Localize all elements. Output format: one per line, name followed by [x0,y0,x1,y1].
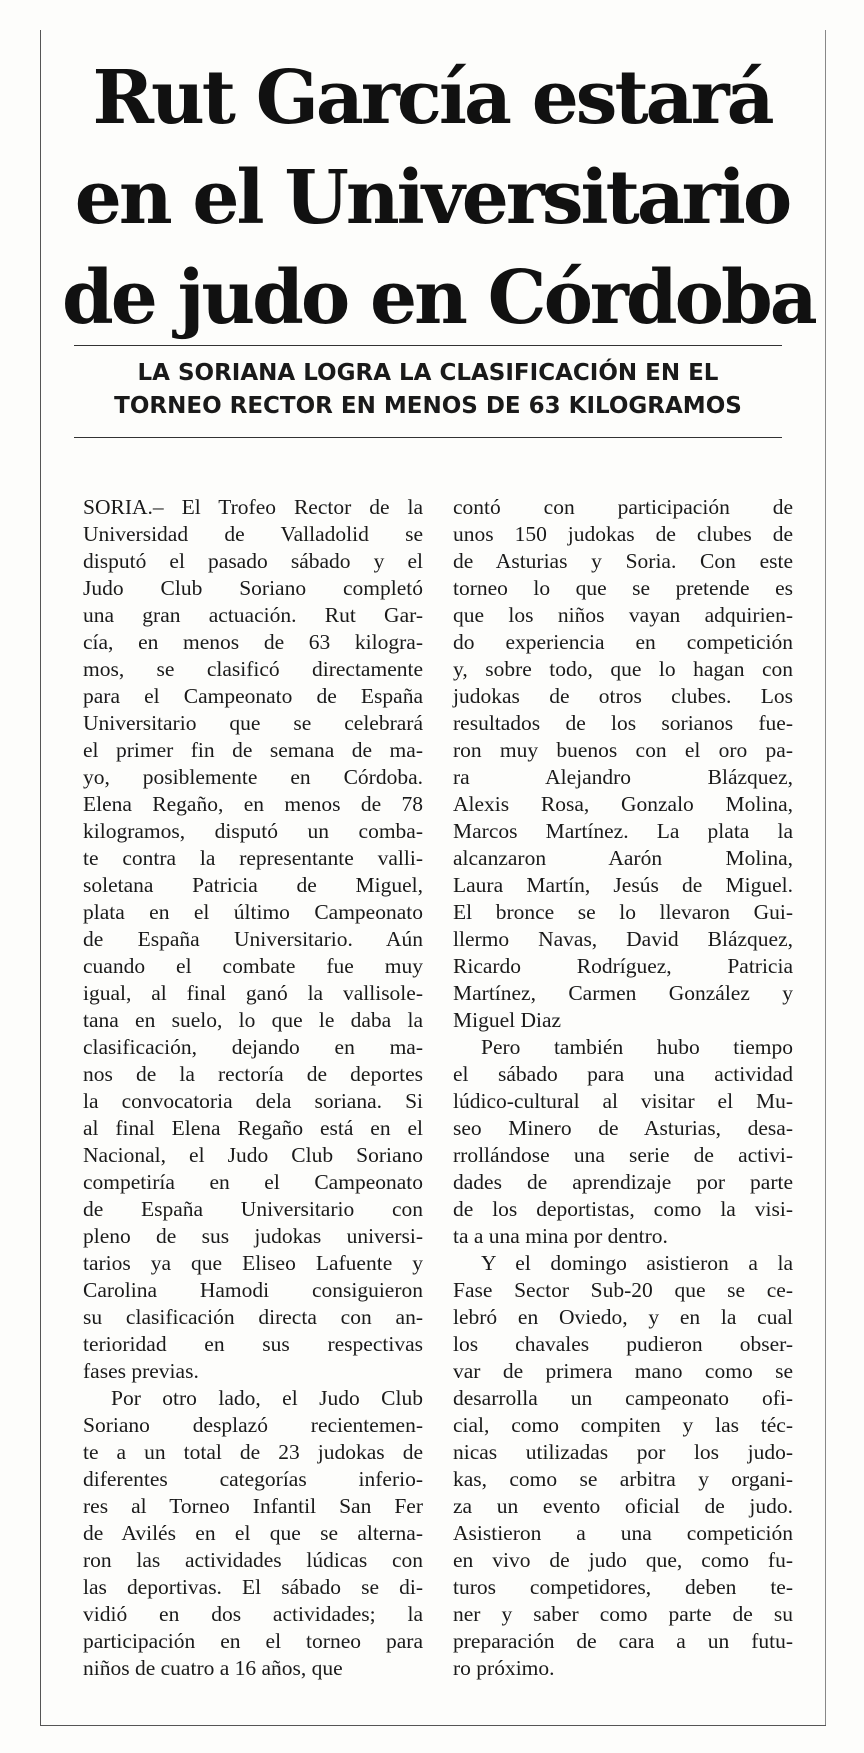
headline-line: Rut García estará [92,55,772,141]
body-text-line: en vivo de judo que, como fu- [453,1548,793,1572]
body-text-line: Por otro lado, el Judo Club [111,1386,423,1410]
body-text-line: cuando el combate fue muy [83,954,423,978]
body-text-line: cial, como compiten y las téc- [453,1413,793,1437]
body-text-line: de los deportistas, como la visi- [453,1197,793,1221]
body-text-line: ta a una mina por dentro. [453,1224,668,1248]
body-text-line: te contra la representante valli- [83,846,423,870]
body-text-line: cía, en menos de 63 kilogra- [83,630,423,654]
body-text-line: seo Minero de Asturias, desa- [453,1116,793,1140]
body-text-line: Judo Club Soriano completó [83,576,423,600]
body-text-line: soletana Patricia de Miguel, [83,873,423,897]
body-text-line: torneo lo que se pretende es [453,576,793,600]
body-text-line: var de primera mano como se [453,1359,793,1383]
body-text-line: una gran actuación. Rut Gar- [83,603,423,627]
body-text-line: Fase Sector Sub-20 que se ce- [453,1278,793,1302]
subheadline [74,357,782,423]
body-text-line: la convocatoria dela soriana. Si [83,1089,423,1113]
body-text-line: de España Universitario. Aún [83,927,423,951]
bottom-border-rule [40,1725,826,1726]
body-text-line: yo, posiblemente en Córdoba. [83,765,423,789]
body-text-line: diferentes categorías inferio- [83,1467,423,1491]
body-text-line: tana en suelo, lo que le daba la [83,1008,423,1032]
body-text-line: ner y saber como parte de su [453,1602,793,1626]
body-text-line: unos 150 judokas de clubes de [453,522,793,546]
body-text-line: disputó el pasado sábado y el [83,549,423,573]
right-border-rule [825,30,826,1725]
body-text-line: lúdico-cultural al visitar el Mu- [453,1089,793,1113]
body-text-line: Carolina Hamodi consiguieron [83,1278,423,1302]
body-text-line: competiría en el Campeonato [83,1170,423,1194]
body-text-line: de Avilés en el que se alterna- [83,1521,423,1545]
headline-line: de judo en Córdoba [62,255,815,341]
body-text-line: Marcos Martínez. La plata la [453,819,793,843]
subhead-bottom-rule [74,437,782,438]
body-text-line: de Asturias y Soria. Con este [453,549,793,573]
subhead-top-rule [74,345,782,346]
body-text-line: su clasificación directa con an- [83,1305,423,1329]
body-text-line: judokas de otros clubes. Los [453,684,793,708]
headline [62,48,815,348]
body-text-line: kas, como se arbitra y organi- [453,1467,793,1491]
body-text-line: te a un total de 23 judokas de [83,1440,423,1464]
body-text-line: al final Elena Regaño está en el [83,1116,423,1140]
body-text-line: de España Universitario con [83,1197,423,1221]
body-text-line: vidió en dos actividades; la [83,1602,423,1626]
body-text-line: dades de aprendizaje por parte [453,1170,793,1194]
body-text-line: Pero también hubo tiempo [481,1035,793,1059]
body-text-line: el primer fin de semana de ma- [83,738,423,762]
headline-line: en el Universitario [74,155,790,241]
body-text-line: Ricardo Rodríguez, Patricia [453,954,793,978]
body-text-line: tarios ya que Eliseo Lafuente y [83,1251,423,1275]
body-text-line: plata en el último Campeonato [83,900,423,924]
body-text-line: Universidad de Valladolid se [83,522,423,546]
body-text-line: alcanzaron Aarón Molina, [453,846,793,870]
body-text-line: que los niños vayan adquirien- [453,603,793,627]
body-text-line: y, sobre todo, que lo hagan con [453,657,793,681]
body-text-line: Y el domingo asistieron a la [481,1251,793,1275]
subhead-line: TORNEO RECTOR EN MENOS DE 63 KILOGRAMOS [114,393,742,419]
body-text-line: mos, se clasificó directamente [83,657,423,681]
body-text-line: res al Torneo Infantil San Fer [83,1494,423,1518]
body-text-line: niños de cuatro a 16 años, que [83,1656,343,1680]
body-text-line: Nacional, el Judo Club Soriano [83,1143,423,1167]
body-text-line: resultados de los sorianos fue- [453,711,793,735]
body-text-line: clasificación, dejando en ma- [83,1035,423,1059]
body-text-line: SORIA.– El Trofeo Rector de la [83,495,423,519]
body-text-line: Soriano desplazó recientemen- [83,1413,423,1437]
body-text-line: contó con participación de [453,495,793,519]
body-text-line: el sábado para una actividad [453,1062,793,1086]
body-text-line: igual, al final ganó la vallisole- [83,981,423,1005]
body-column-left [83,494,423,1682]
body-text-line: ron muy buenos con el oro pa- [453,738,793,762]
body-text-line: pleno de sus judokas universi- [83,1224,423,1248]
body-text-line: Elena Regaño, en menos de 78 [83,792,423,816]
body-text-line: do experiencia en competición [453,630,793,654]
left-border-rule [40,30,41,1725]
body-text-line: fases previas. [83,1359,199,1383]
body-text-line: los chavales pudieron obser- [453,1332,793,1356]
body-text-line: desarrolla un campeonato ofi- [453,1386,793,1410]
body-text-line: kilogramos, disputó un comba- [83,819,423,843]
body-text-line: llermo Navas, David Blázquez, [453,927,793,951]
body-text-line: participación en el torneo para [83,1629,423,1653]
subhead-line: LA SORIANA LOGRA LA CLASIFICACIÓN EN EL [137,360,719,386]
body-text-line: El bronce se lo llevaron Gui- [453,900,793,924]
body-text-line: lebró en Oviedo, y en la cual [453,1305,793,1329]
body-text-line: las deportivas. El sábado se di- [83,1575,423,1599]
body-text-line: za un evento oficial de judo. [453,1494,793,1518]
body-text-line: ra Alejandro Blázquez, [453,765,793,789]
body-text-line: preparación de cara a un futu- [453,1629,793,1653]
body-text-line: Asistieron a una competición [453,1521,793,1545]
body-text-line: turos competidores, deben te- [453,1575,793,1599]
body-text-line: nos de la rectoría de deportes [83,1062,423,1086]
body-text-line: ro próximo. [453,1656,555,1680]
body-text-line: Miguel Diaz [453,1008,562,1032]
body-text-line: nicas utilizadas por los judo- [453,1440,793,1464]
body-text-line: Alexis Rosa, Gonzalo Molina, [453,792,793,816]
body-text-line: Universitario que se celebrará [83,711,423,735]
body-column-right [453,494,793,1682]
body-text-line: Laura Martín, Jesús de Miguel. [453,873,793,897]
body-text-line: terioridad en sus respectivas [83,1332,423,1356]
body-text-line: para el Campeonato de España [83,684,423,708]
body-text-line: Martínez, Carmen González y [453,981,793,1005]
body-text-line: rrollándose una serie de activi- [453,1143,793,1167]
body-text-line: ron las actividades lúdicas con [83,1548,423,1572]
